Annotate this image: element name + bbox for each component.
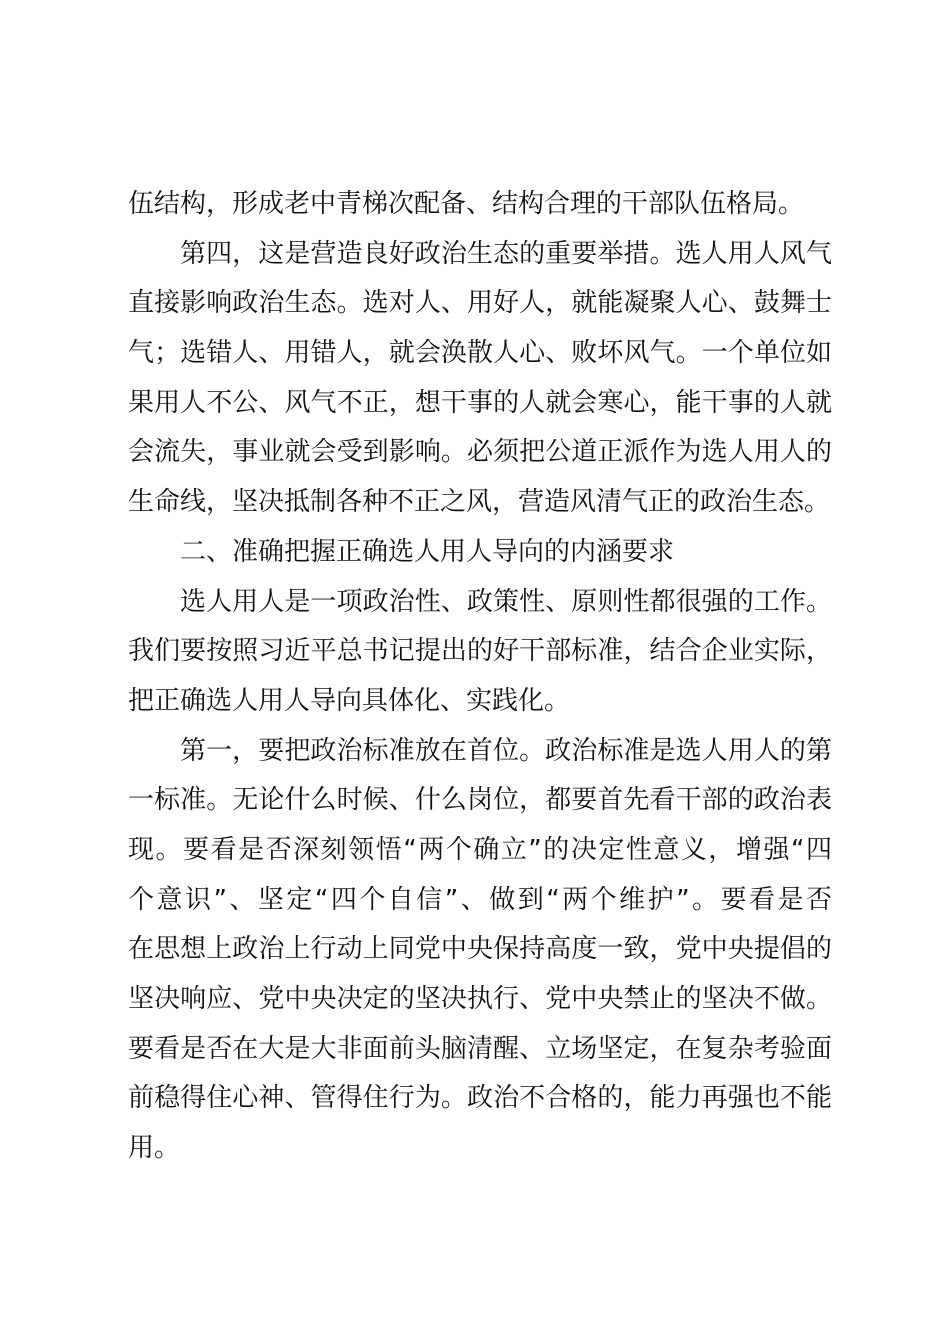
document-body	[128, 180, 832, 1174]
text-line: 伍结构，形成老中青梯次配备、结构合理的干部队伍格局。	[128, 189, 805, 219]
text-line: 把正确选人用人导向具体化、实践化。	[128, 685, 571, 716]
text-line: 第四，这是营造良好政治生态的重要举措。选人用人风气	[180, 238, 832, 269]
text-line: 会流失，事业就会受到影响。必须把公道正派作为选人用人的	[128, 437, 832, 468]
text-line: 现。要看是否深刻领悟“两个确立”的决定性意义，增强“四	[128, 834, 832, 865]
text-line: 要看是否在大是大非面前头脑清醒、立场坚定，在复杂考验面	[128, 1033, 832, 1064]
text-line: 生命线，坚决抵制各种不正之风，营造风清气正的政治生态。	[128, 487, 831, 518]
text-line: 直接影响政治生态。选对人、用好人，就能凝聚人心、鼓舞士	[128, 288, 832, 319]
text-line: 二、准确把握正确选人用人导向的内涵要求	[180, 536, 675, 567]
text-line: 我们要按照习近平总书记提出的好干部标准，结合企业实际，	[128, 636, 832, 667]
text-line: 一标准。无论什么时候、什么岗位，都要首先看干部的政治表	[128, 785, 832, 816]
text-line: 在思想上政治上行动上同党中央保持高度一致，党中央提倡的	[128, 934, 832, 965]
text-line: 坚决响应、党中央决定的坚决执行、党中央禁止的坚决不做。	[128, 984, 832, 1014]
text-line: 第一，要把政治标准放在首位。政治标准是选人用人的第	[180, 735, 832, 766]
text-line: 用。	[128, 1133, 181, 1164]
text-line: 气；选错人、用错人，就会涣散人心、败坏风气。一个单位如	[128, 338, 832, 369]
text-line: 个意识”、坚定“四个自信”、做到“两个维护”。要看是否	[128, 884, 832, 915]
text-line: 前稳得住心神、管得住行为。政治不合格的，能力再强也不能	[128, 1083, 832, 1114]
text-line: 果用人不公、风气不正，想干事的人就会寒心，能干事的人就	[128, 387, 832, 418]
text-line: 选人用人是一项政治性、政策性、原则性都很强的工作。	[180, 586, 832, 617]
